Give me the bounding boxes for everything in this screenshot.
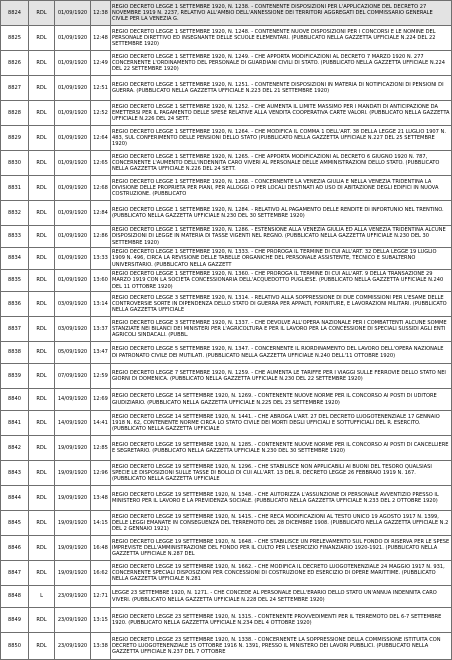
act-type-cell [29, 317, 55, 342]
date-cell [55, 364, 91, 389]
row-number-cell [1, 317, 29, 342]
table-row[interactable] [1, 364, 452, 389]
description-text: REGIO DECRETO LEGGE 19 SETTEMBRE 1920, N. 1296. - CHE STABILISCE NON APPLICABILI AI BUONI DEL TESORO QUALSIASI SPECIE LE DISPOSIZIONI SULLE TASSE DI BOLLO DI CUI ALL'ART. 13 DEL R. DECRETO LEGGE 26 FEBBRAIO 1919 N. 167. (PUBBLICATO NELLA GAZZETTA UFFICIALE [112, 463, 432, 483]
row-number-cell [1, 364, 29, 389]
act-number-cell [91, 1, 111, 26]
description-cell [111, 26, 452, 51]
act-number-text: 14:15 [93, 519, 108, 526]
row-number-text: 8843 [8, 469, 21, 476]
description-text: REGIO DECRETO LEGGE 1 SETTEMBRE 1920, N. 1251. - CONTENENTE DISPOSIZIONI IN MATERIA DI NOTIFICAZIONI DI PENSIONI DI GUERRA. (PUBBLICATO NELLA GAZZETTA UFFICIALE N.223 DEL 21 SETTEMBRE 1920) [112, 81, 444, 94]
act-number-cell [91, 536, 111, 561]
row-number-cell [1, 292, 29, 317]
act-type-cell [29, 26, 55, 51]
row-number-text: 8830 [8, 159, 21, 166]
act-type-text: RDL [36, 396, 47, 403]
row-number-text: 8828 [8, 109, 21, 116]
table-row[interactable] [1, 270, 452, 292]
table-row[interactable] [1, 51, 452, 76]
row-number-text: 8839 [8, 372, 21, 379]
act-number-cell [91, 201, 111, 226]
act-number-text: 12:86 [93, 233, 108, 240]
act-number-text: 13:14 [93, 300, 108, 307]
act-type-cell [29, 486, 55, 511]
description-cell [111, 389, 452, 411]
act-number-cell [91, 270, 111, 292]
description-text: REGIO DECRETO LEGGE 1 SETTEMBRE 1920, N. 1360. - CHE PROROGA IL TERMINE DI CUI ALL'ART. 9 DELLA TRANSAZIONE 29 MARZO 1919 CON LA SOCIETA CONCESSIONARIA DELL'ACQUEDOTTO PUGLIESE. (PUBBLICATO NELLA GAZZETTA UFFICIALE N.240 DEL 11 OTTOBRE 1920) [112, 271, 444, 290]
act-type-text: RDL [36, 419, 47, 426]
date-cell [55, 26, 91, 51]
row-number-cell [1, 586, 29, 608]
date-text: 01/09/1920 [57, 233, 88, 240]
date-cell [55, 201, 91, 226]
description-text: REGIO DECRETO LEGGE 1 SETTEMBRE 1920, N. 1248. - CONTENENTE NUOVE DISPOSIZIONI PER I CONCORSI E LE NOMINE DEL PERSONALE DIRETTIVO ED INSEGNANTE DELLE SCUOLE ELEMENTARI. (PUBBLICATO NELLA GAZZETTA UFFICIALE N.224 DEL 22 SETTEMBRE 1920) [112, 28, 436, 48]
date-text: 23/09/1920 [57, 593, 88, 600]
description-cell [111, 1, 452, 26]
table-row[interactable] [1, 176, 452, 201]
table-row[interactable] [1, 26, 452, 51]
date-text: 19/09/1920 [57, 469, 88, 476]
date-cell [55, 389, 91, 411]
act-number-text: 16:62 [93, 569, 108, 576]
description-text: REGIO DECRETO LEGGE 19 SETTEMBRE 1920, N. 1415. - CHE RECA MODIFICAZIONI AL TESTO UNICO 19 AGOSTO 1917 N. 1399, DELLE LEGGI EMANATE IN CONSEGUENZA DEL TERREMOTO DEL 28 DICEMBRE 1908. (PUBBLICATO NELLA GAZZETTA UFFICIALE N.2 DEL 2 GENNAIO 1921) [112, 513, 449, 533]
date-text: 01/09/1920 [57, 34, 88, 41]
table-row[interactable] [1, 226, 452, 248]
act-type-cell [29, 151, 55, 176]
row-number-cell [1, 411, 29, 436]
act-number-text: 12:84 [93, 209, 108, 216]
act-type-text: RDL [36, 616, 47, 623]
act-type-text: RDL [36, 494, 47, 501]
act-number-cell [91, 51, 111, 76]
act-number-cell [91, 486, 111, 511]
act-number-cell [91, 411, 111, 436]
date-cell [55, 411, 91, 436]
description-cell [111, 226, 452, 248]
act-number-text: 12:52 [93, 109, 108, 116]
act-number-text: 12:85 [93, 444, 108, 451]
description-text: REGIO DECRETO LEGGE 19 SETTEMBRE 1920, N. 1662. - CHE MODIFICA IL DECRETO LUOGOTENENZIALE 24 MAGGIO 1917 N. 931, CONCERNENTE SPECIALI DISPOSIZIONI PER CONCESSIONI DI COSTRUZIONE ED ESERCIZIO DI OPERE MARITTIME. (PUBBLICATO NELLA GAZZETTA UFFICIALE N.281 [112, 563, 445, 583]
table-row[interactable] [1, 461, 452, 486]
date-cell [55, 76, 91, 101]
date-text: 14/09/1920 [57, 396, 88, 403]
act-number-cell [91, 511, 111, 536]
act-number-text: 13:37 [93, 325, 108, 332]
act-number-cell [91, 248, 111, 270]
table-row[interactable] [1, 633, 452, 660]
date-cell [55, 317, 91, 342]
table-row[interactable] [1, 292, 452, 317]
act-type-cell [29, 608, 55, 633]
act-number-text: 12:65 [93, 159, 108, 166]
row-number-text: 8840 [8, 396, 21, 403]
act-type-cell [29, 292, 55, 317]
act-type-text: RDL [36, 109, 47, 116]
date-cell [55, 1, 91, 26]
description-text: REGIO DECRETO LEGGE 19 SETTEMBRE 1920, N. 1348. - CHE AUTORIZZA L'ASSUNZIONE DI PERSONALE AVVENTIZIO PRESSO IL MINISTERO PER IL LAVORO E LA PREVIDENZA SOCIALE. (PUBBLICATO NELLA GAZZETTA UFFICIALE N.233 DEL 2 OTTOBRE 1920) [112, 491, 439, 504]
row-number-cell [1, 51, 29, 76]
description-text: REGIO DECRETO LEGGE 1 SETTEMBRE 1920, N. 1284. - RELATIVO AL PAGAMENTO DELLE RENDITE DI INFORTUNIO NEL TRENTINO. (PUBBLICATO NELLA GAZZETTA UFFICIALE N.230 DEL 30 SETTEMBRE 1920) [112, 206, 444, 219]
date-text: 01/09/1920 [57, 84, 88, 91]
act-type-cell [29, 248, 55, 270]
description-cell [111, 511, 452, 536]
row-number-text: 8850 [8, 642, 21, 649]
act-type-text: RDL [36, 209, 47, 216]
act-number-cell [91, 101, 111, 126]
act-type-text: RDL [36, 159, 47, 166]
act-type-text: RDL [36, 184, 47, 191]
row-number-text: 8836 [8, 300, 21, 307]
act-type-cell [29, 201, 55, 226]
row-number-text: 8827 [8, 84, 21, 91]
row-number-cell [1, 511, 29, 536]
act-type-text: RDL [36, 349, 47, 356]
table-row[interactable] [1, 248, 452, 270]
row-number-text: 8849 [8, 616, 21, 623]
date-text: 01/09/1920 [57, 209, 88, 216]
act-type-cell [29, 561, 55, 586]
act-type-text: RDL [36, 642, 47, 649]
description-cell [111, 317, 452, 342]
date-text: 01/09/1920 [57, 59, 88, 66]
act-type-cell [29, 1, 55, 26]
table-row[interactable] [1, 608, 452, 633]
description-cell [111, 633, 452, 660]
row-number-cell [1, 389, 29, 411]
act-type-text: RDL [36, 233, 47, 240]
description-cell [111, 536, 452, 561]
act-number-text: 13:15 [93, 616, 108, 623]
act-type-text: RDL [36, 134, 47, 141]
act-number-cell [91, 226, 111, 248]
description-text: REGIO DECRETO LEGGE 23 SETTEMBRE 1920, N. 1315. - CONTENENTE PROVVEDIMENTI PER IL TERREMOTO DEL 6-7 SETTEMBRE 1920. (PUBBLICATO NELLA GAZZETTA UFFICIALE N.234 DEL 4 OTTOBRE 1920) [112, 613, 442, 626]
date-cell [55, 176, 91, 201]
description-cell [111, 76, 452, 101]
act-type-cell [29, 51, 55, 76]
date-text: 19/09/1920 [57, 494, 88, 501]
act-number-cell [91, 76, 111, 101]
act-type-cell [29, 101, 55, 126]
row-number-text: 8834 [8, 255, 21, 262]
act-type-text: RDL [36, 34, 47, 41]
act-number-cell [91, 26, 111, 51]
row-number-text: 8835 [8, 277, 21, 284]
act-number-text: 12:69 [93, 396, 108, 403]
act-type-cell [29, 270, 55, 292]
registry-body [1, 1, 452, 660]
act-number-text: 13:60 [93, 277, 108, 284]
row-number-cell [1, 608, 29, 633]
date-text: 19/09/1920 [57, 544, 88, 551]
description-text: REGIO DECRETO LEGGE 1 SETTEMBRE 1920, N. 1265. - CHE APPORTA MODIFICAZIONI AL DECRETO 6 GIUGNO 1920 N. 787, CONCERNENTE L'AUMENTO DELL'INDENNITA CARO VIVERI AL PERSONALE DELLE AMMINISTRAZIONI DELLO STATO. (PUBBLICATO NELLA GAZZETTA UFFICIALE N.226 DEL 24 SETT. [112, 153, 440, 173]
date-text: 05/09/1920 [57, 349, 88, 356]
description-text: REGIO DECRETO LEGGE 1 SETTEMBRE 1920, N. 1249. - CHE APPORTA MODIFICAZIONI AL DECRETO 7 MARZO 1920 N. 277 CONCERNENTE L'ORDINAMENTO DEL PERSONALE DI GUARDIANI CIVILI DI STATO. (PUBBLICATO NELLA GAZZETTA UFFICIALE N.224 DEL 22 SETTEMBRE 1920) [112, 53, 445, 73]
act-type-text: L [40, 593, 43, 600]
description-text: REGIO DECRETO LEGGE 1 SETTEMBRE 1920, N. 1252. - CHE AUMENTA IL LIMITE MASSIMO PER I MANDATI DI ANTICIPAZIONE DA EMETTERSI PER IL PAGAMENTO DELLE SPESE RELATIVE ALLA VENDITA COOPERATIVA CARTE VALORI. (PUBBLICATO NELLA GAZZETTA UFFICIALE N.226 DEL 24 SETT. [112, 103, 450, 123]
description-text: REGIO DECRETO LEGGE 5 SETTEMBRE 1920, N. 1347. - CONCERNENTE IL RIORDINAMENTO DEL LAVORO DELL'OPERA NAZIONALE DI PATRONATO CIVILE DEI MUTILATI. (PUBBLICATO NELLA GAZZETTA UFFICIALE N.240 DELL'11 OTTOBRE 1920) [112, 346, 444, 359]
table-row[interactable] [1, 389, 452, 411]
act-type-cell [29, 586, 55, 608]
act-number-cell [91, 176, 111, 201]
table-row[interactable] [1, 486, 452, 511]
table-row[interactable] [1, 561, 452, 586]
table-row[interactable] [1, 536, 452, 561]
act-type-cell [29, 126, 55, 151]
act-number-text: 12:48 [93, 34, 108, 41]
act-number-text: 12:49 [93, 59, 108, 66]
act-number-cell [91, 342, 111, 364]
table-row[interactable] [1, 511, 452, 536]
row-number-cell [1, 486, 29, 511]
row-number-cell [1, 561, 29, 586]
row-number-cell [1, 536, 29, 561]
description-text: REGIO DECRETO LEGGE 3 SETTEMBRE 1920, N. 1337. - CHE DEVOLVE ALL'OPERA NAZIONALE PER I COMBATTENTI ALCUNE SOMME STANZIATE NEI BILANCI DEI MINISTERI PER L'AGRICOLTURA E PER IL LAVORO PER LA CONCESSIONE DI SPECIALI SUSSIDI AGLI ENTI AGRICOLI SINDACALI. (PUBBL. [112, 319, 447, 339]
act-type-text: RDL [36, 569, 47, 576]
description-cell [111, 486, 452, 511]
date-cell [55, 608, 91, 633]
act-type-cell [29, 511, 55, 536]
row-number-text: 8832 [8, 209, 21, 216]
row-number-cell [1, 270, 29, 292]
act-number-text: 12:38 [93, 9, 108, 16]
date-text: 19/09/1920 [57, 519, 88, 526]
act-type-cell [29, 411, 55, 436]
date-cell [55, 342, 91, 364]
description-cell [111, 586, 452, 608]
date-text: 01/09/1920 [57, 255, 88, 262]
act-type-text: RDL [36, 277, 47, 284]
date-text: 19/09/1920 [57, 569, 88, 576]
row-number-cell [1, 101, 29, 126]
date-cell [55, 536, 91, 561]
description-text: REGIO DECRETO LEGGE 19 SETTEMBRE 1920, N. 1648. - CHE STABILISCE UN PRELEVAMENTO SUL FONDO DI RISERVA PER LE SPESE IMPREVISTE DELL'AMMINISTRAZIONE DEL FONDO PER IL CULTO PER L'ESERCIZIO FINANZIARIO 1920-1921. (PUBBLICATO NELLA GAZZETTA UFFICIALE N.287 DEL [112, 538, 450, 558]
table-row[interactable] [1, 586, 452, 608]
act-number-text: 12:51 [93, 84, 108, 91]
row-number-cell [1, 1, 29, 26]
act-type-text: RDL [36, 444, 47, 451]
description-text: REGIO DECRETO LEGGE 19 SETTEMBRE 1920, N. 1285. - CONTENENTE NUOVE NORME PER IL CONCORSO AI POSTI DI CANCELLIERE E SEGRETARIO. (PUBBLICATO NELLA GAZZETTA UFFICIALE N.230 DEL 30 SETTEMBRE 1920) [112, 441, 449, 454]
row-number-text: 8845 [8, 519, 21, 526]
act-type-text: RDL [36, 544, 47, 551]
act-number-cell [91, 586, 111, 608]
row-number-text: 8833 [8, 233, 21, 240]
date-cell [55, 248, 91, 270]
description-cell [111, 248, 452, 270]
row-number-cell [1, 342, 29, 364]
description-text: REGIO DECRETO LEGGE 1 SETTEMBRE 1920, N. 1286. - ESTENSIONE ALLA VENEZIA GIULIA ED ALLA VENEZIA TRIDENTINA ALCUNE DISPOSIZIONI DI LEGGE IN MATERIA DI TASSE VIGENTI NEL REGNO. (PUBBLICATO NELLA GAZZETTA UFFICIALE N.230 DEL 30 SETTEMBRE 1920) [112, 227, 446, 246]
act-type-cell [29, 226, 55, 248]
table-row[interactable] [1, 101, 452, 126]
description-cell [111, 101, 452, 126]
act-type-text: RDL [36, 372, 47, 379]
date-text: 07/09/1920 [57, 372, 88, 379]
description-cell [111, 436, 452, 461]
act-number-text: 12:68 [93, 184, 108, 191]
table-row[interactable] [1, 1, 452, 26]
row-number-text: 8829 [8, 134, 21, 141]
act-number-text: 13:47 [93, 349, 108, 356]
description-cell [111, 461, 452, 486]
description-text: REGIO DECRETO LEGGE 3 SETTEMBRE 1920, N. 1314. - RELATIVO ALLA SOPPRESSIONE DI DUE COMMISSIONI PER L'ESAME DELLE CONTROVERSIE SORTE IN DIPENDENZA DELLO STATO DI GUERRA PER APPALTI, FORNITURE, E LAVORAZIONI MILITARI. (PUBBLICATO NELLA GAZZETTA UFFICIALE [112, 294, 447, 314]
date-cell [55, 586, 91, 608]
act-number-text: 14:41 [93, 419, 108, 426]
row-number-cell [1, 76, 29, 101]
date-cell [55, 511, 91, 536]
description-cell [111, 411, 452, 436]
description-cell [111, 608, 452, 633]
row-number-cell [1, 151, 29, 176]
act-type-cell [29, 176, 55, 201]
table-row[interactable] [1, 342, 452, 364]
act-type-text: RDL [36, 300, 47, 307]
table-row[interactable] [1, 317, 452, 342]
act-type-cell [29, 436, 55, 461]
description-cell [111, 176, 452, 201]
row-number-text: 8846 [8, 544, 21, 551]
act-number-cell [91, 126, 111, 151]
row-number-text: 8825 [8, 34, 21, 41]
description-cell [111, 151, 452, 176]
date-cell [55, 126, 91, 151]
act-type-cell [29, 76, 55, 101]
row-number-cell [1, 26, 29, 51]
description-cell [111, 364, 452, 389]
act-type-cell [29, 633, 55, 660]
act-number-text: 12:71 [93, 593, 108, 600]
description-text: REGIO DECRETO LEGGE 14 SETTEMBRE 1920, N. 1269. - CONTENENTE NUOVE NORME PER IL CONCORSO AI POSTI DI UDITORE GIUDIZIARIO. (PUBBLICATO NELLA GAZZETTA UFFICIALE N.225 DEL 23 SETTEMBRE 1920) [112, 393, 437, 406]
act-number-cell [91, 608, 111, 633]
date-cell [55, 486, 91, 511]
row-number-text: 8844 [8, 494, 21, 501]
act-type-cell [29, 342, 55, 364]
date-text: 19/09/1920 [57, 444, 88, 451]
description-text: LEGGE 23 SETTEMBRE 1920, N. 1271. - CHE CONCEDE AL PERSONALE DELL'ERARIO DELLO STATO UN'ANNUA INDENNITA CARO VIVERI. (PUBBLICATO NELLA GAZZETTA UFFICIALE N.228 DEL 24 SETTEMBRE 1920) [112, 590, 437, 603]
date-cell [55, 51, 91, 76]
row-number-cell [1, 436, 29, 461]
table-row[interactable] [1, 126, 452, 151]
act-type-text: RDL [36, 59, 47, 66]
description-text: REGIO DECRETO LEGGE 23 SETTEMBRE 1920, N. 1338. - CONCERNENTE LA SOPPRESSIONE DELLA COMMISSIONE ISTITUITA CON DECRETO LUOGOTENENZIALE 15 OTTOBRE 1916 N. 1391, PRESSO IL MINISTERO DEI LAVORI PUBBLICI. (PUBBLICATO NELLA GAZZETTA UFFICIALE N.237 DEL 7 OTTOBRE [112, 636, 441, 656]
act-number-text: 12:64 [93, 134, 108, 141]
date-text: 23/09/1920 [57, 642, 88, 649]
description-text: REGIO DECRETO LEGGE 14 SETTEMBRE 1920, N. 1441. - CHE ABROGA L'ART. 27 DEL DECRETO LUOGOTENENZIALE 17 GENNAIO 1918 N. 62, CONTENENTE NORME CIRCA LO STATO CIVILE DEI MORTI DEGLI UFFICIALI E SOTTUFFICIALI DEL R. ESERCITO. (PUBBLICATO NELLA GAZZETTA UFFICIALE [112, 413, 440, 433]
date-cell [55, 292, 91, 317]
row-number-cell [1, 461, 29, 486]
description-cell [111, 292, 452, 317]
act-type-cell [29, 364, 55, 389]
act-number-cell [91, 633, 111, 660]
description-text: REGIO DECRETO LEGGE 1 SETTEMBRE 1920, N. 1238. - CONTENENTE DISPOSIZIONI PER L'APPLICAZIONE DEL DECRETO 27 NOVEMBRE 1919 N. 2237, RELATIVO ALL'AMBIO DELL'ANNESSIONE DEI TERRITORI AGGREGATI DEL COMMISSARIO GENERALE CIVILE PER LA VENEZIA G. [112, 3, 433, 23]
row-number-text: 8847 [8, 569, 21, 576]
act-type-text: RDL [36, 325, 47, 332]
description-text: REGIO DECRETO LEGGE 1 SETTEMBRE 1920, N. 1333. - CHE PROROGA IL TERMINE DI CUI ALL'ART. 32 DELLA LEGGE 19 LUGLIO 1909 N. 496, CIRCA LA REVISIONE DELLE TABELLE ORGANICHE DEL PERSONALE ASSISTENTE, TECNICO E SUBALTERNO UNIVERSITARIO. (PUBBLICATO NELLA GAZZETT [112, 249, 437, 268]
description-cell [111, 270, 452, 292]
description-cell [111, 342, 452, 364]
act-number-cell [91, 151, 111, 176]
act-number-cell [91, 561, 111, 586]
table-row[interactable] [1, 436, 452, 461]
row-number-text: 8824 [8, 9, 21, 16]
description-cell [111, 561, 452, 586]
act-type-cell [29, 461, 55, 486]
act-type-text: RDL [36, 469, 47, 476]
row-number-cell [1, 248, 29, 270]
description-text: REGIO DECRETO LEGGE 1 SETTEMBRE 1920, N. 1268. - CONCERNENTE LA VENEZIA GIULIA E NELLA VENEZIA TRIDENTINA LA DIVISIONE DELLE PROPRIETA PER PIANI, PER ALLOGGI O PER LOCALI DESTINATI AD USO DI ABITAZIONE DEGLI EDIFICI IN NUOVA COSTRUZIONE. (PUBBLICATO [112, 178, 439, 198]
date-cell [55, 561, 91, 586]
act-number-text: 12:96 [93, 469, 108, 476]
act-type-text: RDL [36, 84, 47, 91]
description-text: REGIO DECRETO LEGGE 1 SETTEMBRE 1920, N. 1264. - CHE MODIFICA IL COMMA 1 DELL'ART. 38 DELLA LEGGE 21 LUGLIO 1907 N. 483, SUL CONFERIMENTO DELLE PENSIONI DELLO STATO (PUBBLICATO NELLA GAZZETTA UFFICIALE N.227 DEL 25 SETTEMBRE 1920) [112, 128, 446, 148]
act-type-cell [29, 389, 55, 411]
table-row[interactable] [1, 151, 452, 176]
date-text: 01/09/1920 [57, 9, 88, 16]
act-number-text: 12:59 [93, 372, 108, 379]
date-cell [55, 101, 91, 126]
date-text: 01/09/1920 [57, 277, 88, 284]
description-cell [111, 201, 452, 226]
row-number-cell [1, 201, 29, 226]
act-number-cell [91, 389, 111, 411]
row-number-text: 8841 [8, 419, 21, 426]
act-number-text: 13:38 [93, 642, 108, 649]
act-type-text: RDL [36, 519, 47, 526]
row-number-text: 8831 [8, 184, 21, 191]
date-cell [55, 436, 91, 461]
act-number-text: 13:33 [93, 255, 108, 262]
act-number-text: 16:48 [93, 544, 108, 551]
row-number-cell [1, 226, 29, 248]
row-number-cell [1, 126, 29, 151]
act-number-cell [91, 436, 111, 461]
act-number-text: 13:48 [93, 494, 108, 501]
table-row[interactable] [1, 76, 452, 101]
row-number-text: 8842 [8, 444, 21, 451]
date-cell [55, 226, 91, 248]
row-number-text: 8826 [8, 59, 21, 66]
table-row[interactable] [1, 411, 452, 436]
act-number-cell [91, 364, 111, 389]
table-row[interactable] [1, 201, 452, 226]
row-number-text: 8837 [8, 325, 21, 332]
date-text: 01/09/1920 [57, 134, 88, 141]
date-text: 14/09/1920 [57, 419, 88, 426]
row-number-cell [1, 176, 29, 201]
date-text: 03/09/1920 [57, 300, 88, 307]
act-number-cell [91, 461, 111, 486]
act-type-text: RDL [36, 9, 47, 16]
act-number-cell [91, 317, 111, 342]
description-text: REGIO DECRETO LEGGE 7 SETTEMBRE 1920, N. 1259. - CHE AUMENTA LE TARIFFE PER I VIAGGI SULLE FERROVIE DELLO STATO NEI GIORNI DI DOMENICA. (PUBBLICATO NELLA GAZZETTA UFFICIALE N.230 DEL 22 SETTEMBRE 1920) [112, 369, 446, 382]
row-number-text: 8838 [8, 349, 21, 356]
date-cell [55, 633, 91, 660]
description-cell [111, 126, 452, 151]
row-number-cell [1, 633, 29, 660]
date-text: 01/09/1920 [57, 109, 88, 116]
row-number-text: 8848 [8, 593, 21, 600]
act-type-cell [29, 536, 55, 561]
act-number-cell [91, 292, 111, 317]
date-text: 23/09/1920 [57, 616, 88, 623]
date-text: 01/09/1920 [57, 184, 88, 191]
date-cell [55, 270, 91, 292]
act-type-text: RDL [36, 255, 47, 262]
date-text: 03/09/1920 [57, 325, 88, 332]
date-text: 01/09/1920 [57, 159, 88, 166]
date-cell [55, 461, 91, 486]
description-cell [111, 51, 452, 76]
date-cell [55, 151, 91, 176]
